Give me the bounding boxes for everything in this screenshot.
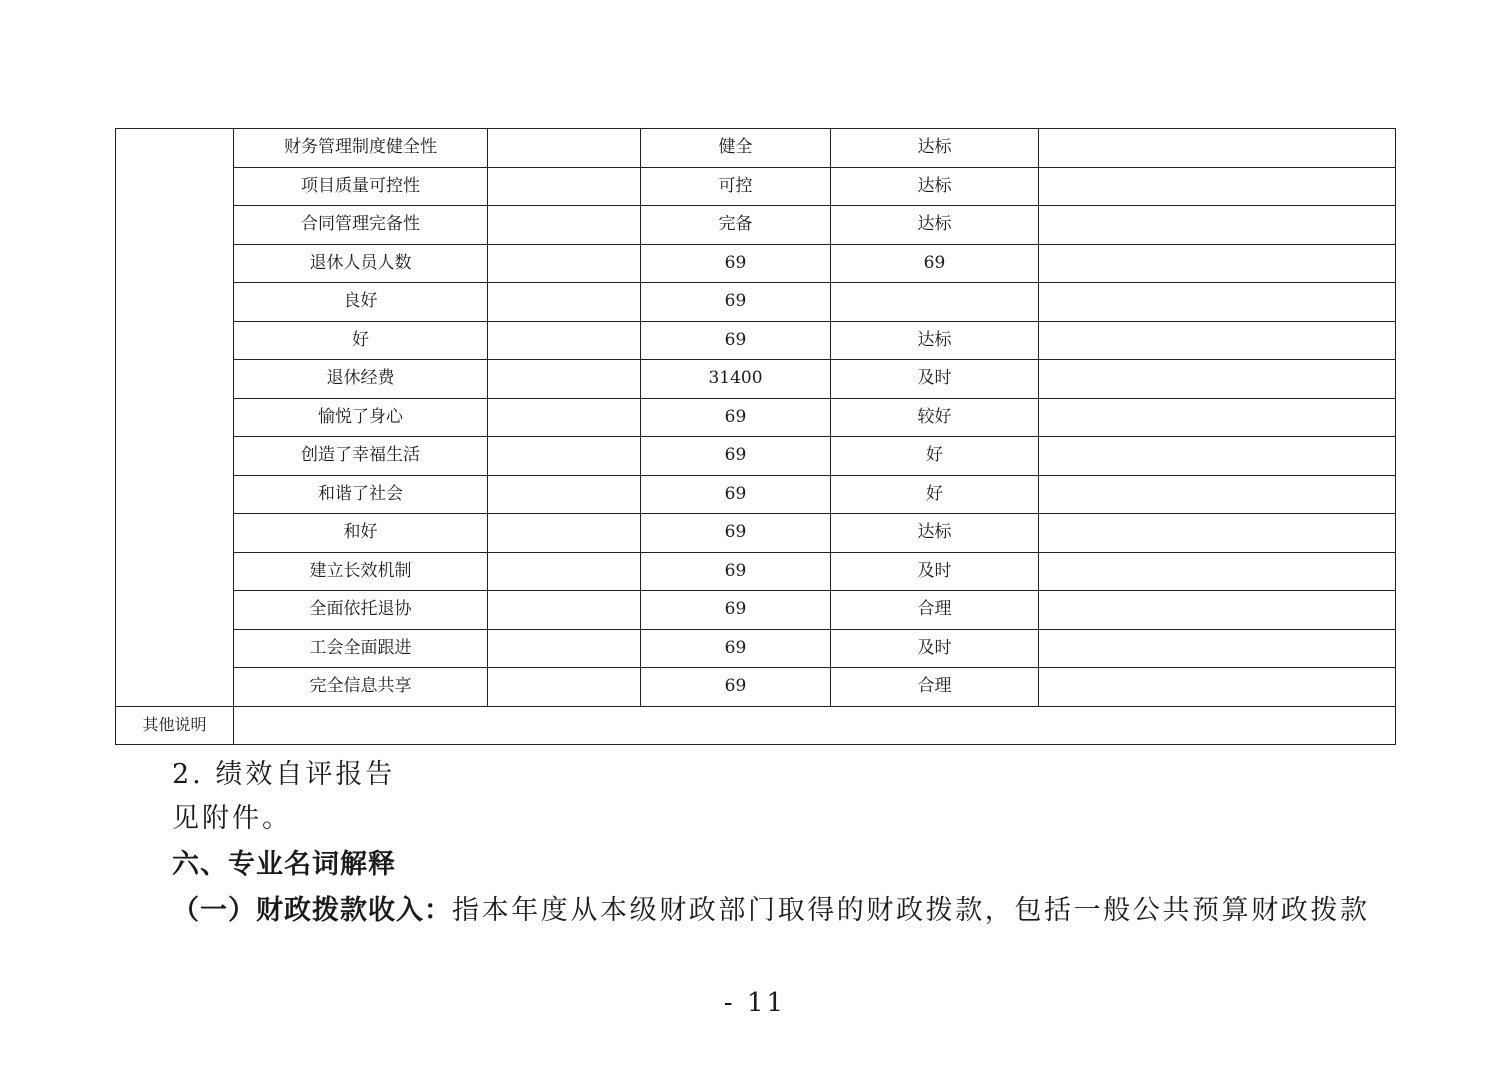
- table-row-other: [116, 706, 1396, 745]
- actual-cell: 达标: [831, 167, 1039, 206]
- value-cell: [488, 360, 641, 399]
- category-cell: [116, 129, 234, 707]
- definition-term: （一）财政拨款收入：: [172, 895, 452, 926]
- value-cell: [488, 514, 641, 553]
- table-body: [116, 129, 1396, 745]
- remark-cell: [1039, 206, 1396, 245]
- table-row: [116, 668, 1396, 707]
- attachment-note: 见附件。: [172, 803, 292, 834]
- table-row: [116, 552, 1396, 591]
- table-row: [116, 591, 1396, 630]
- value-cell: [488, 398, 641, 437]
- target-cell: 69: [641, 514, 831, 553]
- target-cell: 69: [641, 475, 831, 514]
- target-cell: 69: [641, 552, 831, 591]
- indicator-cell: 工会全面跟进: [234, 629, 488, 668]
- value-cell: [488, 552, 641, 591]
- target-cell: 69: [641, 283, 831, 322]
- indicator-cell: 愉悦了身心: [234, 398, 488, 437]
- actual-cell: 合理: [831, 668, 1039, 707]
- actual-cell: 好: [831, 475, 1039, 514]
- target-cell: 完备: [641, 206, 831, 245]
- indicator-cell: 合同管理完备性: [234, 206, 488, 245]
- indicator-cell: 良好: [234, 283, 488, 322]
- actual-cell: 达标: [831, 514, 1039, 553]
- target-cell: 31400: [641, 360, 831, 399]
- remark-cell: [1039, 437, 1396, 476]
- indicator-cell: 好: [234, 321, 488, 360]
- definition-body: 指本年度从本级财政部门取得的财政拨款，包括一般公共预算财政拨款: [452, 895, 1370, 926]
- sub-heading-self-evaluation: 2. 绩效自评报告: [172, 759, 396, 790]
- indicator-cell: 创造了幸福生活: [234, 437, 488, 476]
- remark-cell: [1039, 514, 1396, 553]
- indicator-cell: 全面依托退协: [234, 591, 488, 630]
- actual-cell: 69: [831, 244, 1039, 283]
- value-cell: [488, 591, 641, 630]
- actual-cell: 达标: [831, 321, 1039, 360]
- remark-cell: [1039, 244, 1396, 283]
- remark-cell: [1039, 591, 1396, 630]
- table-row: [116, 167, 1396, 206]
- indicator-cell: 财务管理制度健全性: [234, 129, 488, 168]
- remark-cell: [1039, 668, 1396, 707]
- actual-cell: 好: [831, 437, 1039, 476]
- indicator-cell: 建立长效机制: [234, 552, 488, 591]
- table-row: [116, 206, 1396, 245]
- value-cell: [488, 129, 641, 168]
- indicator-cell: 和谐了社会: [234, 475, 488, 514]
- target-cell: 69: [641, 591, 831, 630]
- table-row: [116, 321, 1396, 360]
- indicator-cell: 退休经费: [234, 360, 488, 399]
- remark-cell: [1039, 321, 1396, 360]
- remark-cell: [1039, 129, 1396, 168]
- table-row: [116, 283, 1396, 322]
- indicator-cell: 退休人员人数: [234, 244, 488, 283]
- other-notes-label: 其他说明: [116, 706, 234, 745]
- remark-cell: [1039, 360, 1396, 399]
- target-cell: 69: [641, 398, 831, 437]
- value-cell: [488, 629, 641, 668]
- value-cell: [488, 167, 641, 206]
- target-cell: 69: [641, 437, 831, 476]
- actual-cell: 及时: [831, 552, 1039, 591]
- actual-cell: 及时: [831, 629, 1039, 668]
- target-cell: 69: [641, 321, 831, 360]
- actual-cell: [831, 283, 1039, 322]
- table-row: [116, 398, 1396, 437]
- actual-cell: 达标: [831, 206, 1039, 245]
- definition-paragraph: [172, 888, 1370, 927]
- table-row: [116, 129, 1396, 168]
- actual-cell: 较好: [831, 398, 1039, 437]
- actual-cell: 及时: [831, 360, 1039, 399]
- table-row: [116, 244, 1396, 283]
- target-cell: 69: [641, 244, 831, 283]
- value-cell: [488, 668, 641, 707]
- actual-cell: 合理: [831, 591, 1039, 630]
- target-cell: 69: [641, 668, 831, 707]
- remark-cell: [1039, 475, 1396, 514]
- target-cell: 健全: [641, 129, 831, 168]
- indicator-cell: 项目质量可控性: [234, 167, 488, 206]
- performance-indicator-table: [115, 128, 1396, 745]
- actual-cell: 达标: [831, 129, 1039, 168]
- table-row: [116, 360, 1396, 399]
- target-cell: 69: [641, 629, 831, 668]
- table-row: [116, 437, 1396, 476]
- remark-cell: [1039, 552, 1396, 591]
- target-cell: 可控: [641, 167, 831, 206]
- value-cell: [488, 244, 641, 283]
- indicator-cell: 完全信息共享: [234, 668, 488, 707]
- remark-cell: [1039, 629, 1396, 668]
- value-cell: [488, 475, 641, 514]
- remark-cell: [1039, 283, 1396, 322]
- chapter-heading-terms: 六、专业名词解释: [172, 849, 396, 880]
- indicator-cell: 和好: [234, 514, 488, 553]
- value-cell: [488, 283, 641, 322]
- page-number: - 11: [723, 988, 787, 1018]
- other-notes-value: [234, 706, 1396, 745]
- value-cell: [488, 321, 641, 360]
- value-cell: [488, 206, 641, 245]
- remark-cell: [1039, 398, 1396, 437]
- table-row: [116, 514, 1396, 553]
- value-cell: [488, 437, 641, 476]
- remark-cell: [1039, 167, 1396, 206]
- table-row: [116, 629, 1396, 668]
- table-row: [116, 475, 1396, 514]
